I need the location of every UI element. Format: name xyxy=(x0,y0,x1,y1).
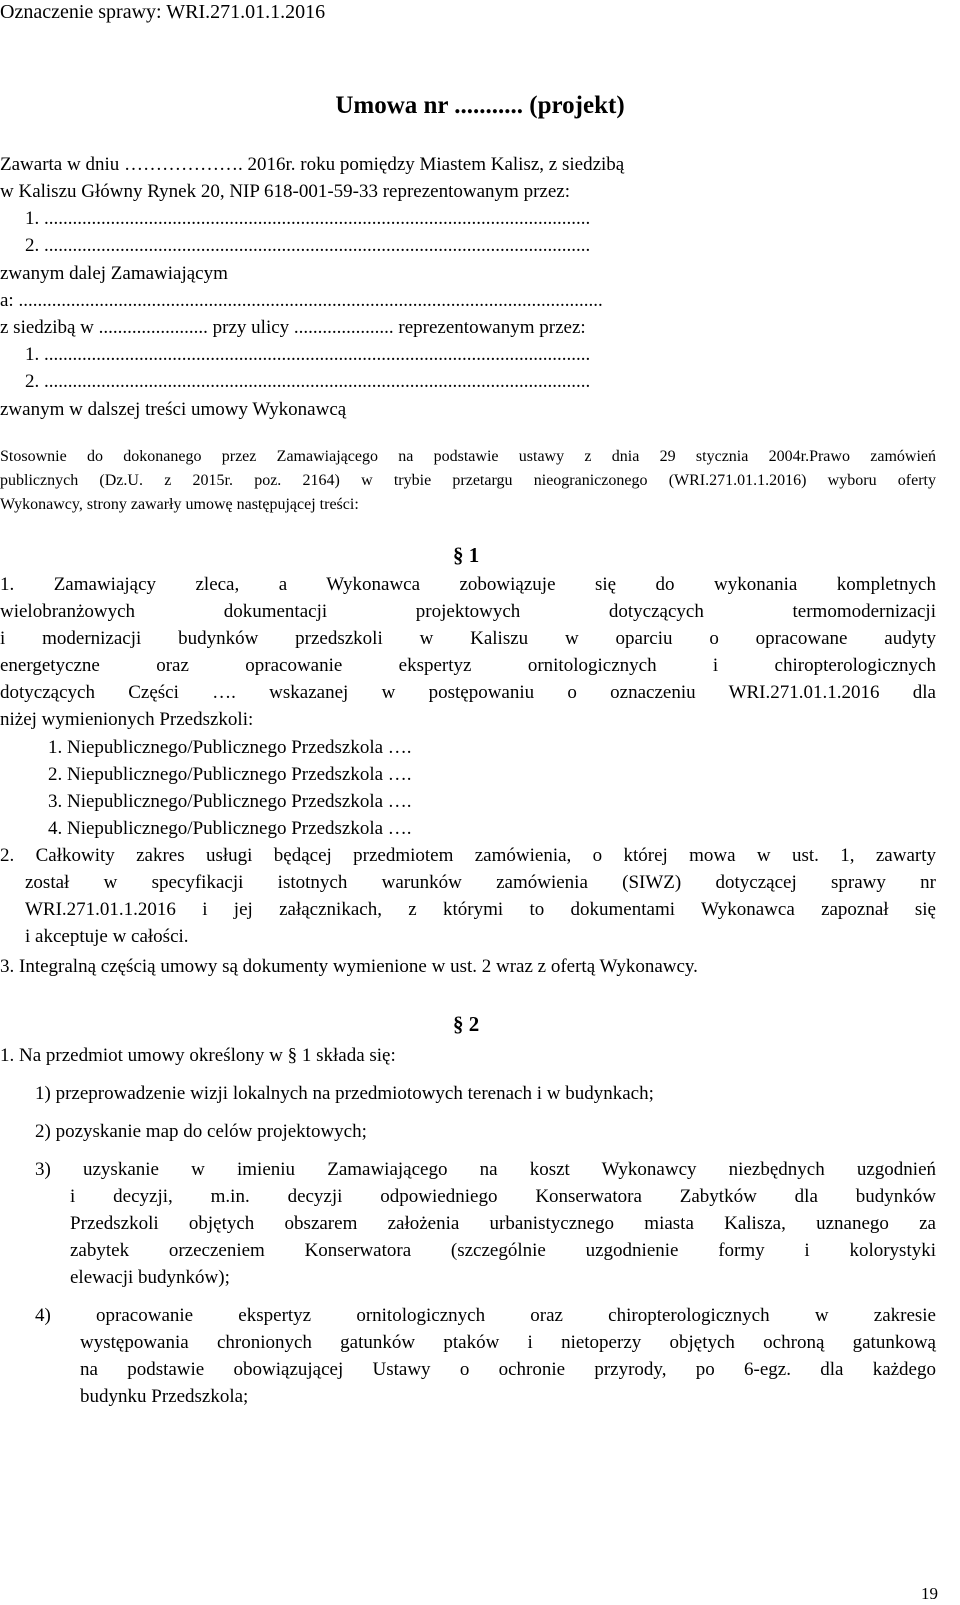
ordering-party-label: zwanym dalej Zamawiającym xyxy=(0,263,228,284)
section-2-heading: § 2 xyxy=(453,1012,480,1036)
contractor-line: a: ........................................................................................................................... xyxy=(0,290,603,311)
section-1-heading: § 1 xyxy=(453,543,480,567)
s1-p1-line-4: energetyczne oraz opracowanie ekspertyz ornitologicznych i chiropterologicznych xyxy=(0,655,936,676)
s1-p3: 3. Integralną częścią umowy są dokumenty wymienione w ust. 2 wraz z ofertą Wykonawcy. xyxy=(0,956,698,977)
representative-2: 2. ................................................................................................................... xyxy=(25,235,591,256)
s2-item-3-line-5: elewacji budynków); xyxy=(70,1267,230,1288)
case-reference: Oznaczenie sprawy: WRI.271.01.1.2016 xyxy=(0,1,326,23)
parties-line-1: Zawarta w dniu ………………. 2016r. roku pomiędzy Miastem Kalisz, z siedzibą xyxy=(0,154,625,175)
s2-item-3-line-2: i decyzji, m.in. decyzji odpowiedniego Konserwatora Zabytków dla budynków xyxy=(70,1186,936,1207)
s2-item-4-line-2: występowania chronionych gatunków ptaków i nietoperzy objętych ochroną gatunkową xyxy=(80,1332,936,1353)
s2-item-1: 1) przeprowadzenie wizji lokalnych na przedmiotowych terenach i w budynkach; xyxy=(35,1083,654,1104)
s1-p1-line-2: wielobranżowych dokumentacji projektowych dotyczących termomodernizacji xyxy=(0,601,936,622)
preamble-line-3: Wykonawcy, strony zawarły umowę następującej treści: xyxy=(0,496,359,513)
s1-p1-line-3: i modernizacji budynków przedszkoli w Kaliszu w oparciu o opracowane audyty xyxy=(0,628,936,649)
representative-3: 1. ................................................................................................................... xyxy=(25,344,591,365)
s1-p2-line-4: i akceptuje w całości. xyxy=(25,926,189,947)
contract-title: Umowa nr ........... (projekt) xyxy=(335,92,625,119)
kindergarten-item: 4. Niepublicznego/Publicznego Przedszkola …. xyxy=(48,818,412,839)
s1-p2-line-1: 2. Całkowity zakres usługi będącej przedmiotem zamówienia, o której mowa w ust. 1, zawarty xyxy=(0,845,936,866)
s2-item-2: 2) pozyskanie map do celów projektowych; xyxy=(35,1121,367,1142)
s2-item-3-line-4: zabytek orzeczeniem Konserwatora (szczególnie uzgodnienie formy i kolorystyki xyxy=(70,1240,936,1261)
s2-item-3-line-3: Przedszkoli objętych obszarem założenia urbanistycznego miasta Kalisza, uznanego za xyxy=(70,1213,936,1234)
s1-p1-line-5: dotyczących Części …. wskazanej w postępowaniu o oznaczeniu WRI.271.01.1.2016 dla xyxy=(0,682,936,703)
s2-intro: 1. Na przedmiot umowy określony w § 1 składa się: xyxy=(0,1045,396,1066)
parties-line-2: w Kaliszu Główny Rynek 20, NIP 618-001-59-33 reprezentowanym przez: xyxy=(0,181,570,202)
representative-4: 2. ................................................................................................................... xyxy=(25,371,591,392)
kindergarten-item: 3. Niepublicznego/Publicznego Przedszkola …. xyxy=(48,791,412,812)
kindergarten-item: 1. Niepublicznego/Publicznego Przedszkola …. xyxy=(48,737,412,758)
preamble-line-2: publicznych (Dz.U. z 2015r. poz. 2164) w trybie przetargu nieograniczonego (WRI.271.01.1.2016) wyboru oferty xyxy=(0,472,936,489)
s2-item-4-line-1: 4) opracowanie ekspertyz ornitologicznych oraz chiropterologicznych w zakresie xyxy=(35,1305,936,1326)
s1-p1-line-1: 1. Zamawiający zleca, a Wykonawca zobowiązuje się do wykonania kompletnych xyxy=(0,574,936,595)
contractor-seat-line: z siedzibą w ....................... przy ulicy ..................... reprezentowanym przez: xyxy=(0,317,586,338)
s2-item-3-line-1: 3) uzyskanie w imieniu Zamawiającego na koszt Wykonawcy niezbędnych uzgodnień xyxy=(35,1159,936,1180)
preamble-line-1: Stosownie do dokonanego przez Zamawiającego na podstawie ustawy z dnia 29 stycznia 2004r.Prawo zamówień xyxy=(0,448,936,465)
s2-item-4-line-4: budynku Przedszkola; xyxy=(80,1386,249,1407)
s2-item-4-line-3: na podstawie obowiązującej Ustawy o ochronie przyrody, po 6-egz. dla każdego xyxy=(80,1359,936,1380)
s1-p2-line-3: WRI.271.01.1.2016 i jej załącznikach, z którymi to dokumentami Wykonawca zapoznał się xyxy=(25,899,936,920)
page-number: 19 xyxy=(921,1584,938,1603)
representative-1: 1. ................................................................................................................... xyxy=(25,208,591,229)
s1-p2-line-2: został w specyfikacji istotnych warunków zamówienia (SIWZ) dotyczącej sprawy nr xyxy=(25,872,936,893)
kindergarten-item: 2. Niepublicznego/Publicznego Przedszkola …. xyxy=(48,764,412,785)
contractor-label: zwanym w dalszej treści umowy Wykonawcą xyxy=(0,399,347,420)
s1-p1-line-6: niżej wymienionych Przedszkoli: xyxy=(0,709,254,730)
